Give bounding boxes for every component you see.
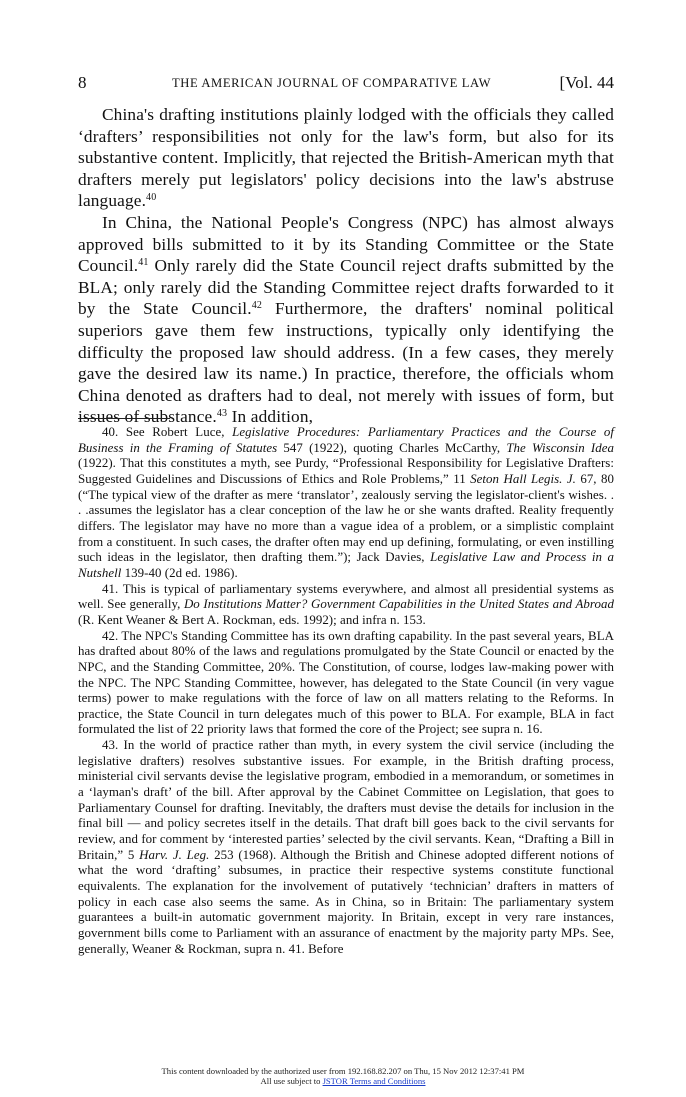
- footnote-40-title: Legislative Procedures: Parliamentary Practices and the Course of Business in the Framing of Statutes: [78, 425, 614, 455]
- jstor-download-notice: [0, 1066, 686, 1086]
- footnotes: [78, 425, 614, 957]
- footnote-ref-43[interactable]: 43: [216, 408, 228, 420]
- footnote-40-text: (1922). That this constitutes a myth, see Purdy, “Professional Responsibility for Legislative Drafters: Suggested Guidelines and Discussions of Ethics and Role Problems,” 11: [78, 456, 614, 486]
- footnote-41-title: Do Institutions Matter? Government Capabilities in the United States and Abroad: [183, 597, 614, 612]
- footnote-divider: [78, 418, 170, 419]
- footnote-43-text: 43. In the world of practice rather than myth, in every system the civil service (including the legislative drafters) resolves substantive issues. For example, in the British drafting process, ministerial civil servants devise the legislative program, embodied in a memorandum, or sometimes in a ‘layman's draft’ of the bill. After approval by the Cabinet Committee on Legislation, that goes to Parliamentary Counsel for drafting. Inevitably, the drafters must devise the details for inclusion in the final bill — and policy secretes itself in the details. That draft bill goes back to the civil servants for review, and for comment by ‘interested parties’ selected by the civil servants. Kean, “Drafting a Bill in Britain,” 5: [78, 738, 614, 862]
- footnote-43: [78, 738, 614, 957]
- jstor-terms-link[interactable]: JSTOR Terms and Conditions: [322, 1076, 426, 1086]
- page-number: 8: [78, 73, 87, 92]
- paragraph-2-text-c: Furthermore, the drafters' nominal political superiors gave them few instructions, typically only identifying the difficulty the proposed law should address. (In a few cases, they merely gave the desired law its name.) In practice, therefore, the officials whom China denoted as drafters had to deal, not merely with issues of form, but issues of substance.: [78, 299, 614, 427]
- paragraph-1: [78, 104, 614, 212]
- footnote-41-text: (R. Kent Weaner & Bert A. Rockman, eds. 1992); and infra n. 153.: [78, 612, 426, 627]
- paragraph-2-text-d: In addition,: [227, 407, 314, 427]
- paragraph-2-text-a: In China, the National People's Congress (NPC) has almost always approved bills submitted to it by its Standing Committee or the State Council.: [78, 212, 614, 276]
- main-text: [78, 104, 614, 428]
- footnote-40-text: 547 (1922), quoting Charles McCarthy,: [277, 440, 507, 455]
- paragraph-2-text-b: Only rarely did the State Council reject drafts submitted by the BLA; only rarely did the Standing Committee reject drafts forwarded to it by the State Council.: [78, 256, 614, 319]
- footnote-40-title: Seton Hall Legis. J.: [470, 471, 576, 486]
- footnote-40-text: 67, 80 (“The typical view of the drafter as mere ‘translator’, zealously serving the legislator-client's wishes. . . .assumes the legislator has a clear conception of the law he or she wants drafted. Reality frequently differs. The legislator may have no more than a vague idea of a problem, or a simplistic complaint from a constituent. In such cases, the drafter often may end up defining, formulating, or even instilling such ideas in the legislator, then drafting them.”); Jack Davies,: [78, 471, 614, 565]
- volume-label: [Vol. 44: [559, 73, 614, 92]
- journal-title: THE AMERICAN JOURNAL OF COMPARATIVE LAW: [172, 76, 492, 90]
- footnote-43-title: Harv. J. Leg.: [139, 847, 210, 862]
- jstor-notice-line-2: [0, 1076, 686, 1086]
- footnote-ref-41[interactable]: 41: [138, 257, 149, 269]
- footnote-ref-42[interactable]: 42: [251, 300, 263, 312]
- footnote-40-title: The Wisconsin Idea: [506, 440, 614, 455]
- footnote-41-text: 41. This is typical of parliamentary systems everywhere, and almost all presidential systems as well. See generally,: [78, 581, 614, 612]
- jstor-notice-line-1: This content downloaded by the authorized user from 192.168.82.207 on Thu, 15 Nov 2012 12:37:41 PM: [161, 1066, 525, 1076]
- paragraph-2: [78, 212, 614, 428]
- running-header: [78, 73, 614, 95]
- jstor-notice-prefix: All use subject to: [260, 1076, 323, 1086]
- footnote-42-text: 42. The NPC's Standing Committee has its own drafting capability. In the past several years, BLA has drafted about 80% of the laws and regulations promulgated by the State Council or enacted by the NPC, and the Standing Committee, 20%. The Constitution, of course, lodges law-making power with the NPC. The NPC Standing Committee, however, has delegated to the State Council (in very vague terms) power to make regulations with the force of law on all matters relating to the Reforms. In practice, the State Council in turn delegates much of this power to BLA. For example, BLA in fact formulated the list of 22 priority laws that formed the core of the Project; see supra n. 16.: [78, 628, 614, 737]
- footnote-43-text: 253 (1968). Although the British and Chinese adopted different notions of what the word ‘drafting’ subsumes, in practice their respective systems constitute functional equivalents. The explanation for the involvement of putatively ‘technician’ drafters in matters of policy in each case also seems the same. As in China, so in Britain: The parliamentary system guarantees a built-in automatic government majority. In Britain, except in very rare instances, government bills come to Parliament with an assurance of enactment by the majority party MPs. See, generally, Weaner & Rockman, supra n. 41. Before: [78, 847, 614, 956]
- footnote-40: [78, 425, 614, 582]
- footnote-40-title: Legislative Law and Process in a Nutshell: [78, 550, 614, 580]
- footnote-42: [78, 629, 614, 739]
- footnote-40-text: 139-40 (2d ed. 1986).: [121, 565, 238, 580]
- footnote-ref-40[interactable]: 40: [146, 192, 157, 204]
- footnote-40-text: 40. See Robert Luce,: [102, 425, 233, 439]
- footnote-41: [78, 582, 614, 629]
- paragraph-1-text: China's drafting institutions plainly lodged with the officials they called ‘drafters’ responsibilities not only for the law's form, but also for its substantive content. Implicitly, that rejected the British-American myth that drafters merely put legislators' policy decisions into the law's abstruse language.: [78, 105, 614, 211]
